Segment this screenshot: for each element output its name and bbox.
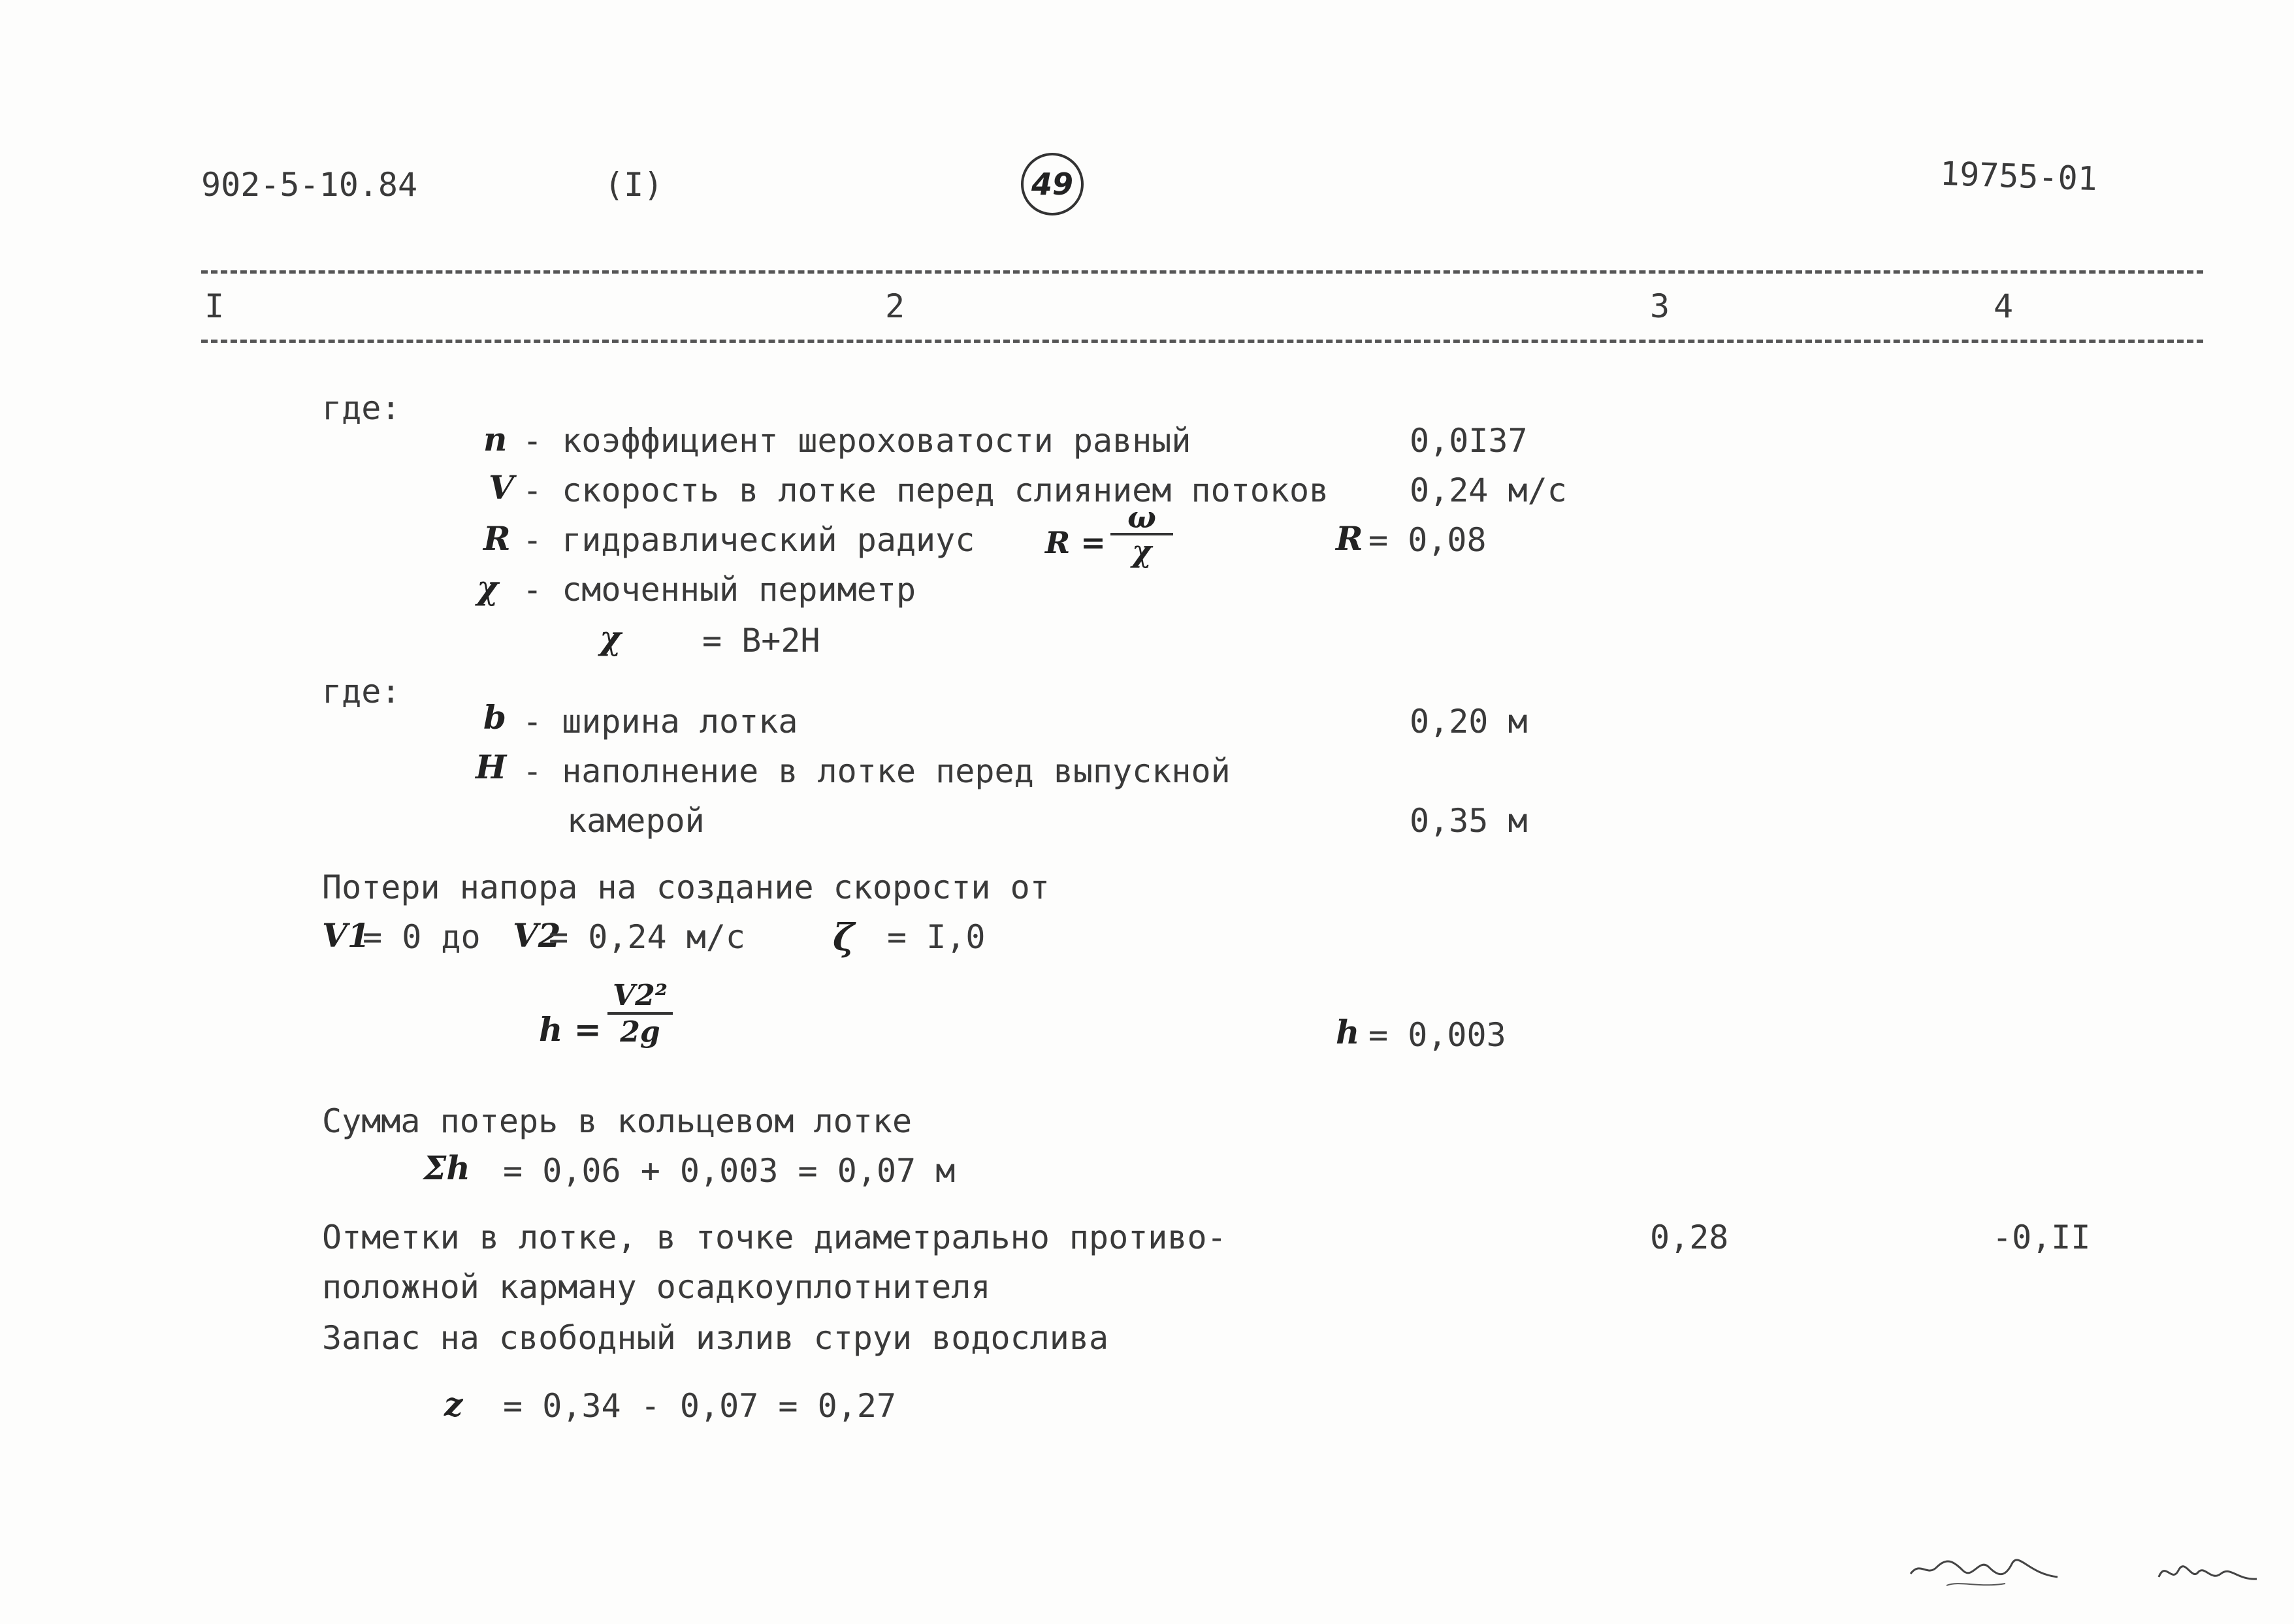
h-numerator: V2² bbox=[612, 979, 668, 1012]
column-header-1: I bbox=[204, 287, 225, 325]
marks-col4-value: -0,II bbox=[1992, 1218, 2091, 1256]
column-header-2: 2 bbox=[885, 287, 905, 325]
radius-result-symbol: R bbox=[1336, 519, 1363, 558]
symbol-zeta: ζ bbox=[833, 916, 855, 959]
losses-from: = 0 до bbox=[363, 918, 481, 956]
width-value: 0,20 м bbox=[1410, 703, 1528, 740]
symbol-r: R bbox=[483, 519, 511, 558]
symbol-v1: V1 bbox=[322, 916, 370, 955]
roughness-value: 0,0I37 bbox=[1410, 422, 1528, 460]
symbol-chi: χ bbox=[477, 568, 498, 607]
column-header-3: 3 bbox=[1650, 287, 1670, 325]
symbol-b: b bbox=[483, 698, 506, 737]
symbol-sum-h: Σh bbox=[423, 1149, 470, 1187]
fill-text: - наполнение в лотке перед выпускной bbox=[523, 752, 1231, 790]
perimeter-formula-symbol: χ bbox=[600, 618, 621, 657]
fill-value: 0,35 м bbox=[1410, 802, 1528, 840]
table-bottom-rule bbox=[201, 340, 2203, 343]
radius-value: = 0,08 bbox=[1368, 521, 1487, 559]
sum-formula: = 0,06 + 0,003 = 0,07 м bbox=[503, 1152, 956, 1190]
h-fraction bbox=[607, 979, 673, 1050]
where-label-1: где: bbox=[322, 389, 401, 427]
h-formula-lhs: h = bbox=[539, 1010, 602, 1049]
radius-denominator: χ bbox=[1131, 533, 1152, 569]
sum-title: Сумма потерь в кольцевом лотке bbox=[322, 1102, 913, 1140]
losses-title: Потери напора на создание скорости от bbox=[322, 868, 1050, 906]
marks-line-2: положной карману осадкоуплотнителя bbox=[322, 1268, 991, 1306]
document-code: 902-5-10.84 bbox=[201, 166, 418, 204]
roughness-text: - коэффициент шероховатости равный bbox=[523, 422, 1191, 460]
radius-numerator: ω bbox=[1127, 500, 1156, 535]
perimeter-text: - смоченный периметр bbox=[523, 571, 916, 609]
table-top-rule bbox=[201, 270, 2203, 274]
velocity-value: 0,24 м/с bbox=[1410, 471, 1567, 509]
radius-text: - гидравлический радиус bbox=[523, 521, 975, 559]
fill-text-continued: камерой bbox=[567, 802, 705, 840]
symbol-z: z bbox=[444, 1385, 463, 1424]
marks-col3-value: 0,28 bbox=[1650, 1218, 1729, 1256]
signature-right bbox=[2156, 1554, 2260, 1593]
velocity-text: - скорость в лотке перед слиянием потоков bbox=[523, 471, 1329, 509]
page-number-circle bbox=[1021, 153, 1084, 215]
where-label-2: где: bbox=[322, 673, 401, 710]
symbol-v2: V2 bbox=[513, 916, 561, 955]
section-number: (I) bbox=[604, 166, 664, 204]
symbol-n: n bbox=[483, 420, 508, 458]
zeta-value: = I,0 bbox=[887, 918, 986, 956]
h-denominator: 2g bbox=[620, 1015, 660, 1049]
symbol-v: V bbox=[489, 468, 514, 507]
h-value: = 0,003 bbox=[1368, 1016, 1506, 1054]
marks-line-1: Отметки в лотке, в точке диаметрально противо- bbox=[322, 1218, 1227, 1256]
perimeter-formula: = B+2H bbox=[702, 622, 820, 660]
radius-formula-lhs: R = bbox=[1045, 525, 1106, 560]
registration-number: 19755-01 bbox=[1939, 154, 2098, 199]
width-text: - ширина лотка bbox=[523, 703, 798, 740]
column-header-4: 4 bbox=[1994, 287, 2014, 325]
symbol-h-fill: H bbox=[476, 748, 507, 786]
losses-to: = 0,24 м/с bbox=[549, 918, 746, 956]
radius-fraction bbox=[1110, 502, 1173, 567]
h-result-symbol: h bbox=[1336, 1013, 1360, 1051]
signature-left bbox=[1907, 1548, 2064, 1593]
reserve-title: Запас на свободный излив струи водослива bbox=[322, 1319, 1109, 1357]
page-number: 49 bbox=[1031, 167, 1073, 202]
reserve-formula: = 0,34 - 0,07 = 0,27 bbox=[503, 1387, 897, 1425]
